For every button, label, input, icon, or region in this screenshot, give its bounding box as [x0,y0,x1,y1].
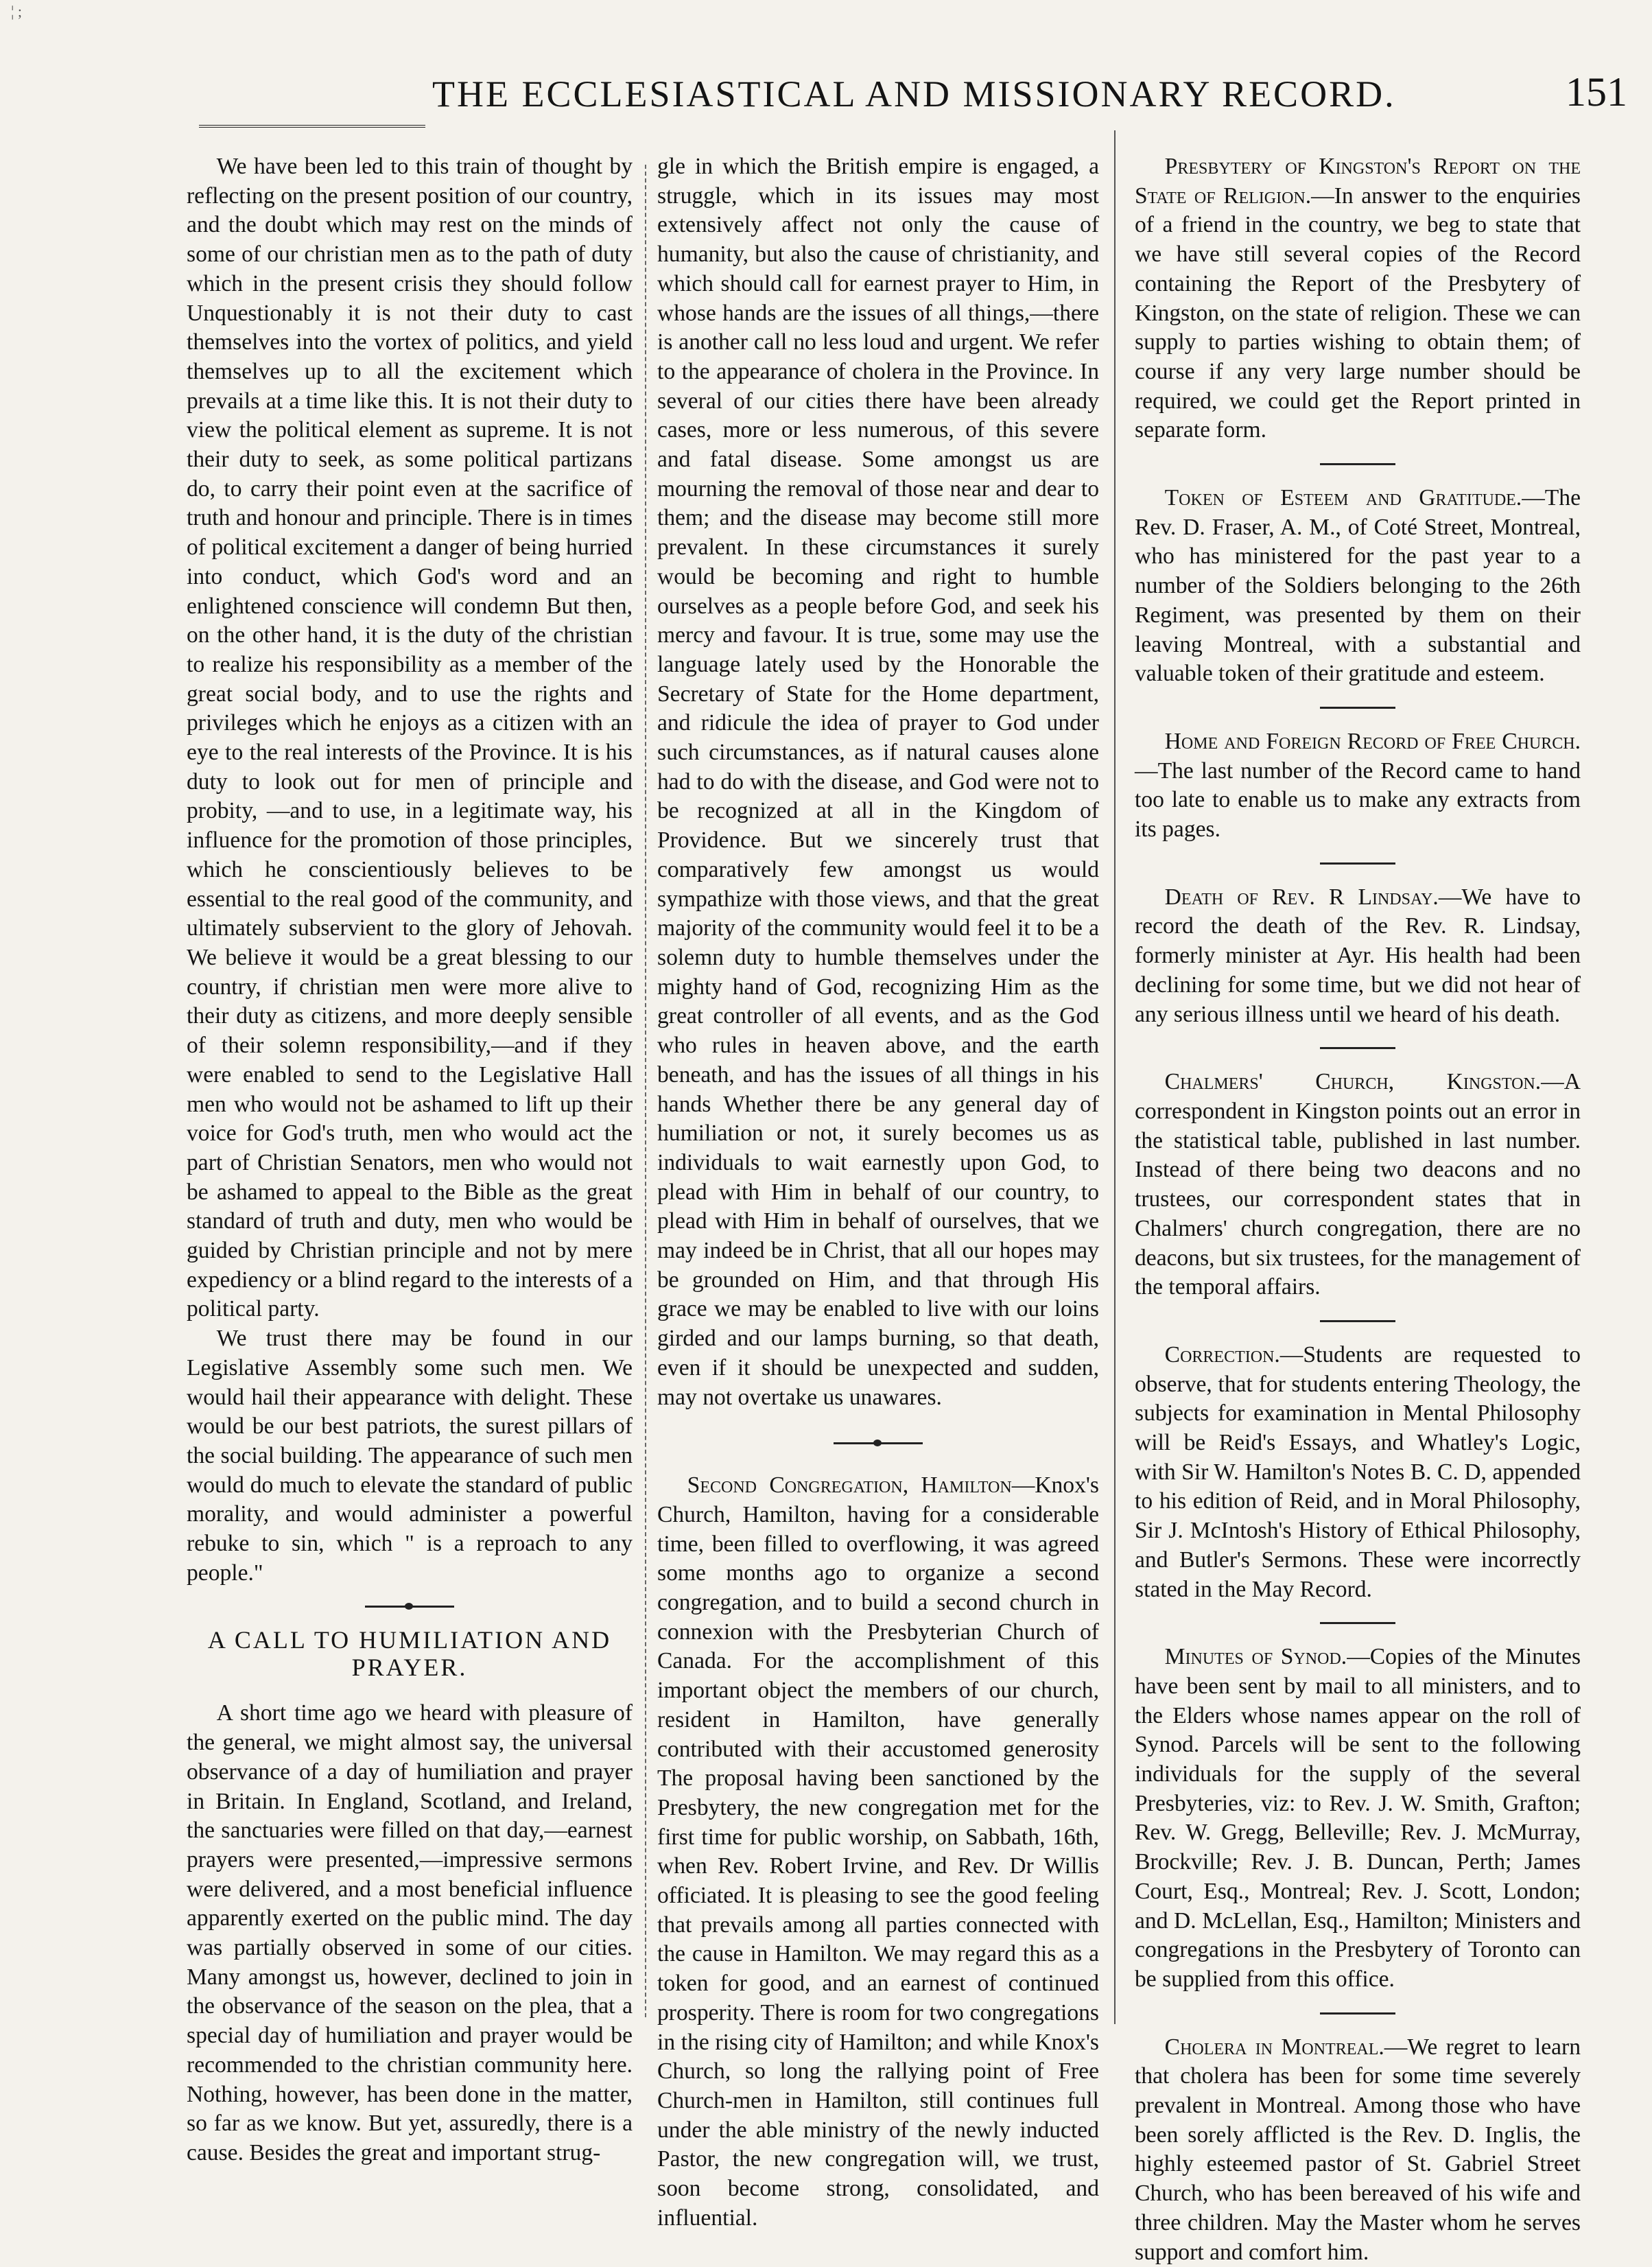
news-item-text: —The last number of the Record came to hand too late to enable us to make any extracts from its pages. [1135,757,1581,843]
news-item-title: Home and Foreign Record of Free Church. [1164,728,1581,754]
section-divider [1320,1317,1395,1324]
news-item-title: Token of Esteem and Gratitude. [1164,485,1522,511]
section-divider [1320,860,1395,867]
news-item-text: —We have to record the death of the Rev. R. Lindsay, formerly minister at Ayr. His health had been declining for some time, but we did not hear of any serious illness until we heard of his death. [1135,884,1581,1027]
column-middle [657,152,1099,2233]
news-item-title: Death of Rev. R Lindsay. [1164,884,1439,910]
article-paragraph: gle in which the British empire is engaged, a struggle, which in its issues may most extensively affect not only the cause of humanity, but also the cause of christianity, and which should call for earnest prayer to Him, in whose hands are the issues of all things,—there is another call no less loud and urgent. We refer to the appearance of cholera in the Province. In several of our cities there have been already cases, more or less numerous, of this severe and fatal disease. Some amongst us are mourning the removal of those near and dear to them; and the disease may become still more prevalent. In these circumstances it surely would be becoming and right to humble ourselves as a people before God, and seek his mercy and favour. It is true, some may use the language lately used by the Honorable the Secretary of State for the Home department, and ridicule the idea of prayer to God under such circumstances, as if natural causes alone had to do with the disease, and God were not to be recognized at all in the Kingdom of Providence. But we sincerely trust that comparatively few amongst us would sympathize with those views, and that the great majority of the community would feel it to be a solemn duty to humble themselves under the mighty hand of God, recognizing Him as the great controller of all events, and as the God who rules in heaven above, and the earth beneath, and has the issues of all things in his hands Whether there be any general day of humiliation or not, it surely becomes us as individuals to wait earnestly upon God, to plead with Him in behalf of our country, to plead with Him in behalf of ourselves, that we may indeed be in Christ, that all our hopes may be grounded on Him, and that through His grace we may be enabled to live with our loins girded and our lamps burning, so that death, even if it should be unexpected and sudden, may not overtake us unawares. [657,154,1099,1410]
news-item-title: Second Congregation, Hamilton [687,1472,1012,1499]
news-item-title: Cholera in Montreal. [1164,2034,1384,2060]
corner-mark: ¦ ; [11,3,23,20]
news-item-title: Presbytery of Kingston's Report on the State of Religion. [1135,154,1581,209]
news-item [1135,484,1581,689]
news-item-text: —We regret to learn that cholera has been for some time severely prevalent in Montreal. Among those who have been sorely afflicted is the Rev. D. Inglis, the highly esteemed pastor of St. Gabriel Street Church, who has been bereaved of his wife and three children. May the Master whom he serves support and comfort him. [1135,2034,1581,2265]
news-item-title: Correction. [1164,1341,1280,1367]
column-left [187,152,633,2168]
news-item-text: —The Rev. D. Fraser, A. M., of Coté Street, Montreal, who has ministered for the past year to a number of the Soldiers belonging to the 26th Regiment, was presented by them on their leaving Montreal, with a substantial and valuable token of their gratitude and esteem. [1135,485,1581,687]
section-divider [834,1440,923,1446]
section-divider [1320,1044,1395,1051]
article-heading: A CALL TO HUMILIATION AND PRAYER. [207,1626,612,1682]
news-item-title: Minutes of Synod. [1164,1644,1347,1670]
news-item-text: —A correspondent in Kingston points out an error in the statistical table, published in last number. Instead of there being two deacons and no trustees, our correspondent states that in Chalmers' church congregation, there are no deacons, but six trustees, for the management of the temporal affairs. [1135,1069,1581,1300]
news-item [1135,2033,1581,2267]
news-item-text: —Students are requested to observe, that for students entering Theology, the subjects for examination in Mental Philosophy will be Reid's Essays, and Whatley's Logic, with Sir W. Hamilton's Notes B. C. D, appended to his edition of Reid, and in Moral Philosophy, Sir J. McIntosh's History of Ethical Philosophy, and Butler's Sermons. These were incorrectly stated in the May Record. [1135,1341,1581,1602]
section-divider [365,1603,454,1610]
news-item [1135,727,1581,845]
article-paragraph: A short time ago we heard with pleasure of the general, we might almost say, the universal observance of a day of humiliation and prayer in Britain. In England, Scotland, and Ireland, the sanctuaries were filled on that day,—earnest prayers were presented,—impressive sermons were delivered, and a most beneficial influence apparently exerted on the public mind. The day was partially observed in some of our cities. Many amongst us, however, declined to join in the observance of the season on the plea, that a special day of humiliation and prayer would be recommended to the christian community here. Nothing, however, has been done in the matter, so far as we know. But yet, assuredly, there is a cause. Besides the great and important strug- [187,1700,633,2165]
news-item-title: Chalmers' Church, Kingston. [1164,1069,1542,1095]
news-item [1135,152,1581,445]
section-divider [1320,1619,1395,1626]
running-title: THE ECCLESIASTICAL AND MISSIONARY RECORD. [432,73,1396,115]
news-item [1135,1068,1581,1302]
column-rule-left [645,165,646,2017]
section-divider [1320,460,1395,467]
news-item-text: —Copies of the Minutes have been sent by mail to all ministers, and to the Elders whose names appear on the roll of Synod. Parcels will be sent to the following individuals for the supply of the several Presbyteries, viz: to Rev. J. W. Smith, Grafton; Rev. W. Gregg, Belleville; Rev. J. McMurray, Brockville; Rev. J. B. Duncan, Perth; James Court, Esq., Montreal; Rev. J. Scott, London; and D. McLellan, Esq., Hamilton; Ministers and congregations in the Presbytery of Toronto can be supplied from this office. [1135,1644,1581,1992]
news-item [1135,1643,1581,1994]
article-paragraph: We have been led to this train of thought by reflecting on the present position of our country, and the doubt which may rest on the minds of some of our christian men as to the path of duty which in the present crisis they should follow Unquestionably it is not their duty to cast themselves into the vortex of politics, and yield themselves up to all the excitement which prevails at a time like this. It is not their duty to view the political element as supreme. It is not their duty to seek, as some political partizans do, to carry their point even at the sacrifice of truth and honour and principle. There is in times of political excitement a danger of being hurried into conduct, which God's word and an enlightened conscience will condemn But then, on the other hand, it is the duty of the christian to realize his responsibility as a member of the great social body, and to use the rights and privileges which he enjoys as a citizen with an eye to the real interests of the Province. It is his duty to look out for men of principle and probity, —and to use, in a legitimate way, his influence for the promotion of those principles, which he conscientiously believes to be essential to the real good of the community, and ultimately subservient to the glory of Jehovah. We believe it would be a great blessing to our country, if christian men were more alive to their duty as citizens, and more deeply sensible of their solemn responsibility,—and if they were enabled to send to the Legislative Hall men who would not be ashamed to lift up their voice for God's truth, men who would act the part of Christian Senators, men who would not be ashamed to appeal to the Bible as the great standard of truth and duty, men who would be guided by Christian principle and not by mere expediency or a blind regard to the interests of a political party. [187,154,633,1322]
page-number: 151 [1566,69,1627,115]
column-right [1135,152,1581,2267]
news-item-text: —In answer to the enquiries of a friend in the country, we beg to state that we have still several copies of the Record containing the Report of the Presbytery of Kingston, on the state of religion. These we can supply to parties wishing to obtain them; of course if any very large number should be required, we could get the Report printed in separate form. [1135,183,1581,443]
news-item [1135,1341,1581,1604]
column-rule-right [1114,130,1116,2024]
section-divider [1320,2010,1395,2017]
header-rule [199,125,425,128]
section-divider [1320,704,1395,711]
news-item [1135,883,1581,1030]
article-paragraph: We trust there may be found in our Legislative Assembly some such men. We would hail their appearance with delight. These would be our best patriots, the surest pillars of the social building. The appearance of such men would do much to elevate the standard of public morality, and would administer a powerful rebuke to sin, which " is a reproach to any people." [187,1326,633,1586]
news-item-text: —Knox's Church, Hamilton, having for a considerable time, been filled to overflowing, it was agreed some months ago to organize a second congregation, and to build a second church in connexion with the Presbyterian Church of Canada. For the accomplishment of this important object the members of our church, resident in Hamilton, have generally contributed with their accustomed generosity The proposal having been sanctioned by the Presbytery, the new congregation met for the first time for public worship, on Sabbath, 16th, when Rev. Robert Irvine, and Rev. Dr Willis officiated. It is pleasing to see the good feeling that prevails among all parties connected with the cause in Hamilton. We may regard this as a token for good, and an earnest of continued prosperity. There is room for two congregations in the rising city of Hamilton; and while Knox's Church, so long the rallying point of Free Church-men in Hamilton, still continues full under the able ministry of the newly inducted Pastor, the new congregation will, we trust, soon become strong, consolidated, and influential. [657,1472,1099,2231]
